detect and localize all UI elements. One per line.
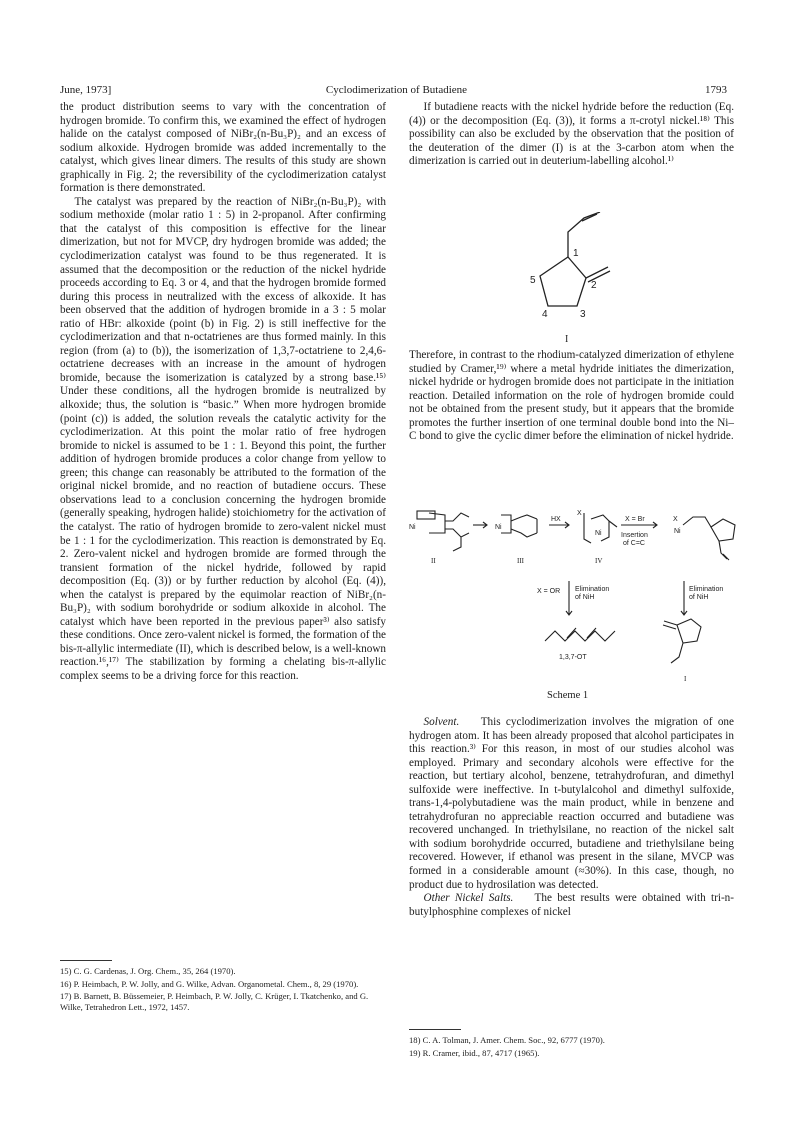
ni-v: Ni — [674, 528, 681, 535]
atom-5-label: 5 — [530, 275, 536, 286]
right-column-middle — [409, 349, 734, 444]
octatriene-chain — [545, 631, 615, 641]
left-footnotes — [60, 966, 386, 1014]
scheme-1-diagram — [409, 503, 739, 698]
footnote-15: 15) C. G. Cardenas, J. Org. Chem., 35, 264 (1970). — [60, 966, 236, 976]
hx-label: HX — [551, 516, 561, 523]
allyl-upper-ii — [429, 513, 445, 533]
left-paragraph-2: The catalyst was prepared by the reaction of NiBr₂(n-Bu₃P)₂ with sodium methoxide (molar ratio 1 : 5) in 2-propanol. After confirming that the catalyst of this composition is effective for the linear dimerization, but not for MVCP, dry hydrogen bromide was added; the cyclodimerization catalyst was found to be thus regenerated. It is assumed that the decomposition or the reduction of the nickel hydride proceeds according to Eq. 3 or 4, and that the hydrogen bromide formed during this process in neutralized with the excess of alkoxide. It has been observed that the addition of hydrogen bromide in a 3 : 5 molar ratio of HBr: alkoxide (point (b) in Fig. 2) is still ineffective for the cyclodimerization and that n-octatrienes are thus formed mainly. In this region (from (a) to (b)), the isomerization of 1,3,7-octatriene to 2,4,6-octatriene decreases with an increase in the amount of hydrogen bromide, because the isomerization is catalyzed by a strong base.¹⁵⁾ Under these conditions, all the hydrogen bromide is neutralized by alkoxide; thus, the solution is “basic.” When more hydrogen bromide (point (c)) is added, the solution reveals the catalytic activity for the cyclodimerization. At this point the molar ratio of free hydrogen bromide to nickel is assumed to be 1 : 1. Beyond this point, the further addition of hydrogen bromide produces a color change from yellow to green; this change can reasonably be attributed to the formation of the original nickel bromide, and no reaction of butadiene occurs. These observations lead to a conclusion concerning the hydrogen bromide (generally speaking, hydrogen halide) stoichiometry for the activation of the catalyst. The ratio of hydrogen bromide to zero-valent nickel must be 1 : 1 for the cyclodimerization. This reaction is demonstrated by Eq. 2. Zero-valent nickel and hydrogen bromide are formed through the transient formation of the nickel hydride, followed by rapid decomposition (Eq. (3)) or by further reduction by alcohol (Eq. (4)), when the catalyst is prepared by the equimolar reaction of NiBr₂(n-Bu₃P)₂ with sodium borohydride or sodium alkoxide in alcohol. The catalyst which have been reported in the previous paper³⁾ also satisfy these conditions. Once zero-valent nickel is formed, the formation of the bis-π-allylic intermediate (II), which is described below, is a well-known reaction.¹⁶,¹⁷⁾ The stabilization by forming a chelating bis-π-allylic complex seems to be a driving force for this reaction. — [60, 195, 386, 682]
ni-ii: Ni — [409, 524, 416, 531]
of-nih-label-1: of NiH — [575, 594, 595, 601]
label-iv: IV — [595, 557, 603, 565]
atom-3-label: 3 — [580, 309, 586, 320]
ni-iii: Ni — [495, 524, 502, 531]
right-paragraph-3: This cyclodimerization involves the migration of one hydrogen atom. It has been already proposed that alcohol participates in this reaction.³⁾ For this reason, in most of our studies alcohol was employed. Primary and secondary alcohols were effective for the reaction, but tertiary alcohol, benzene, tetrahydrofuran, and dimethyl sulfoxide were ineffective. In t-butylalcohol and dimethyl sulfoxide, trans-1,4-polybutadiene was the main product, while in benzene and tetrahydrofuran no appreciable reaction occurred and butadiene was recovered unchanged. In triethylsilane, no reaction of the nickel salt with sodium borohydride occurred, butadiene and triethylsilane being recovered. However, if ethanol was present in the silane, MVCP was formed in a considerable amount (≈30%). In this case, though, no product due to hydrosilation was detected. — [409, 716, 734, 891]
ligand-box-ii — [417, 511, 435, 519]
x-label-v: X — [673, 516, 678, 523]
right-column-bottom — [409, 716, 734, 919]
label-ii: II — [431, 557, 436, 565]
right-paragraph-2: Therefore, in contrast to the rhodium-catalyzed dimerization of ethylene studied by Cramer,¹⁹⁾ where a metal hydride initiates the dimerization, nickel hydride or hydrogen bromide does not participate in the initiation reaction. Detailed information on the role of hydrogen bromide could not be obtained from the present study, but it appears that the bromide promotes the further insertion of one terminal double bond into the Ni–C bond to give the cyclic dimer before the elimination of nickel hydride. — [409, 349, 734, 443]
footnote-18: 18) C. A. Tolman, J. Amer. Chem. Soc., 92, 6777 (1970). — [409, 1035, 605, 1045]
octatriene-label: 1,3,7-OT — [559, 654, 587, 661]
solvent-heading: Solvent. — [423, 716, 460, 728]
left-footnote-rule — [60, 960, 112, 961]
label-i-product: I — [684, 675, 687, 683]
elimination-label-2: Elimination — [689, 586, 724, 593]
product-ring — [677, 619, 701, 643]
right-paragraph-4: The best results were obtained with tri-n-butylphosphine complexes of nickel — [409, 892, 735, 918]
right-footnote-rule — [409, 1029, 461, 1030]
right-paragraph-1: If butadiene reacts with the nickel hydride before the reduction (Eq. (4)) or the decomposition (Eq. (3)), it forms a π-crotyl nickel.¹⁸⁾ This possibility can also be excluded by the observation that the position of the deuteration of the dimer (I) is at the 3-carbon atom when the dimerization is carried out in deuterium-labelling alcohol.¹⁾ — [409, 101, 734, 168]
label-iii: III — [517, 557, 524, 565]
atom-2-label: 2 — [591, 280, 597, 291]
structure-i-diagram — [520, 212, 630, 347]
footnote-19: 19) R. Cramer, ibid., 87, 4717 (1965). — [409, 1047, 540, 1058]
ring-v — [711, 519, 735, 541]
left-column — [60, 101, 386, 684]
left-paragraph-1: the product distribution seems to vary with the concentration of hydrogen bromide. To confirm this, we examined the effect of hydrogen halide on the catalyst composed of NiBr₂(n-Bu₃P)₂ and an excess of sodium alkoxide. Hydrogen bromide was added incrementally to the catalyst, which gives linear dimers. The results of this study are shown graphically in Fig. 2; the reversibility of the cyclodimerization catalyst formation is there demonstrated. — [60, 101, 386, 195]
right-footnotes — [409, 1035, 734, 1060]
elimination-label-1: Elimination — [575, 586, 610, 593]
atom-4-label: 4 — [542, 309, 548, 320]
scheme-caption: Scheme 1 — [547, 690, 589, 701]
of-nih-label-2: of NiH — [689, 594, 709, 601]
header-title: Cyclodimerization of Butadiene — [325, 84, 468, 96]
ni-iv: Ni — [595, 530, 602, 537]
other-nickel-salts-heading: Other Nickel Salts. — [423, 892, 514, 905]
x-br-label: X = Br — [625, 516, 645, 523]
exo-methylene-bond — [586, 267, 608, 278]
of-cc-label: of C=C — [623, 540, 645, 547]
compound-i-label: I — [565, 334, 569, 345]
cyclopentane-ring — [540, 257, 586, 306]
footnote-17: 17) B. Barnett, B. Büssemeier, P. Heimbach, P. W. Jolly, C. Krüger, I. Tkatchenko, and G. Wilke, Tetrahedron Lett., 1972, 1457. — [60, 991, 369, 1012]
header-journal-date: June, 1973] — [60, 84, 112, 96]
x-or-label: X = OR — [537, 588, 561, 595]
atom-1-label: 1 — [573, 248, 579, 259]
footnote-16: 16) P. Heimbach, P. W. Jolly, and G. Wilke, Advan. Organometal. Chem., 8, 29 (1970). — [60, 978, 359, 989]
right-column-top — [409, 101, 734, 169]
header-page-number: 1793 — [705, 84, 727, 96]
insertion-label: Insertion — [621, 532, 648, 539]
x-label-iv: X — [577, 510, 582, 517]
